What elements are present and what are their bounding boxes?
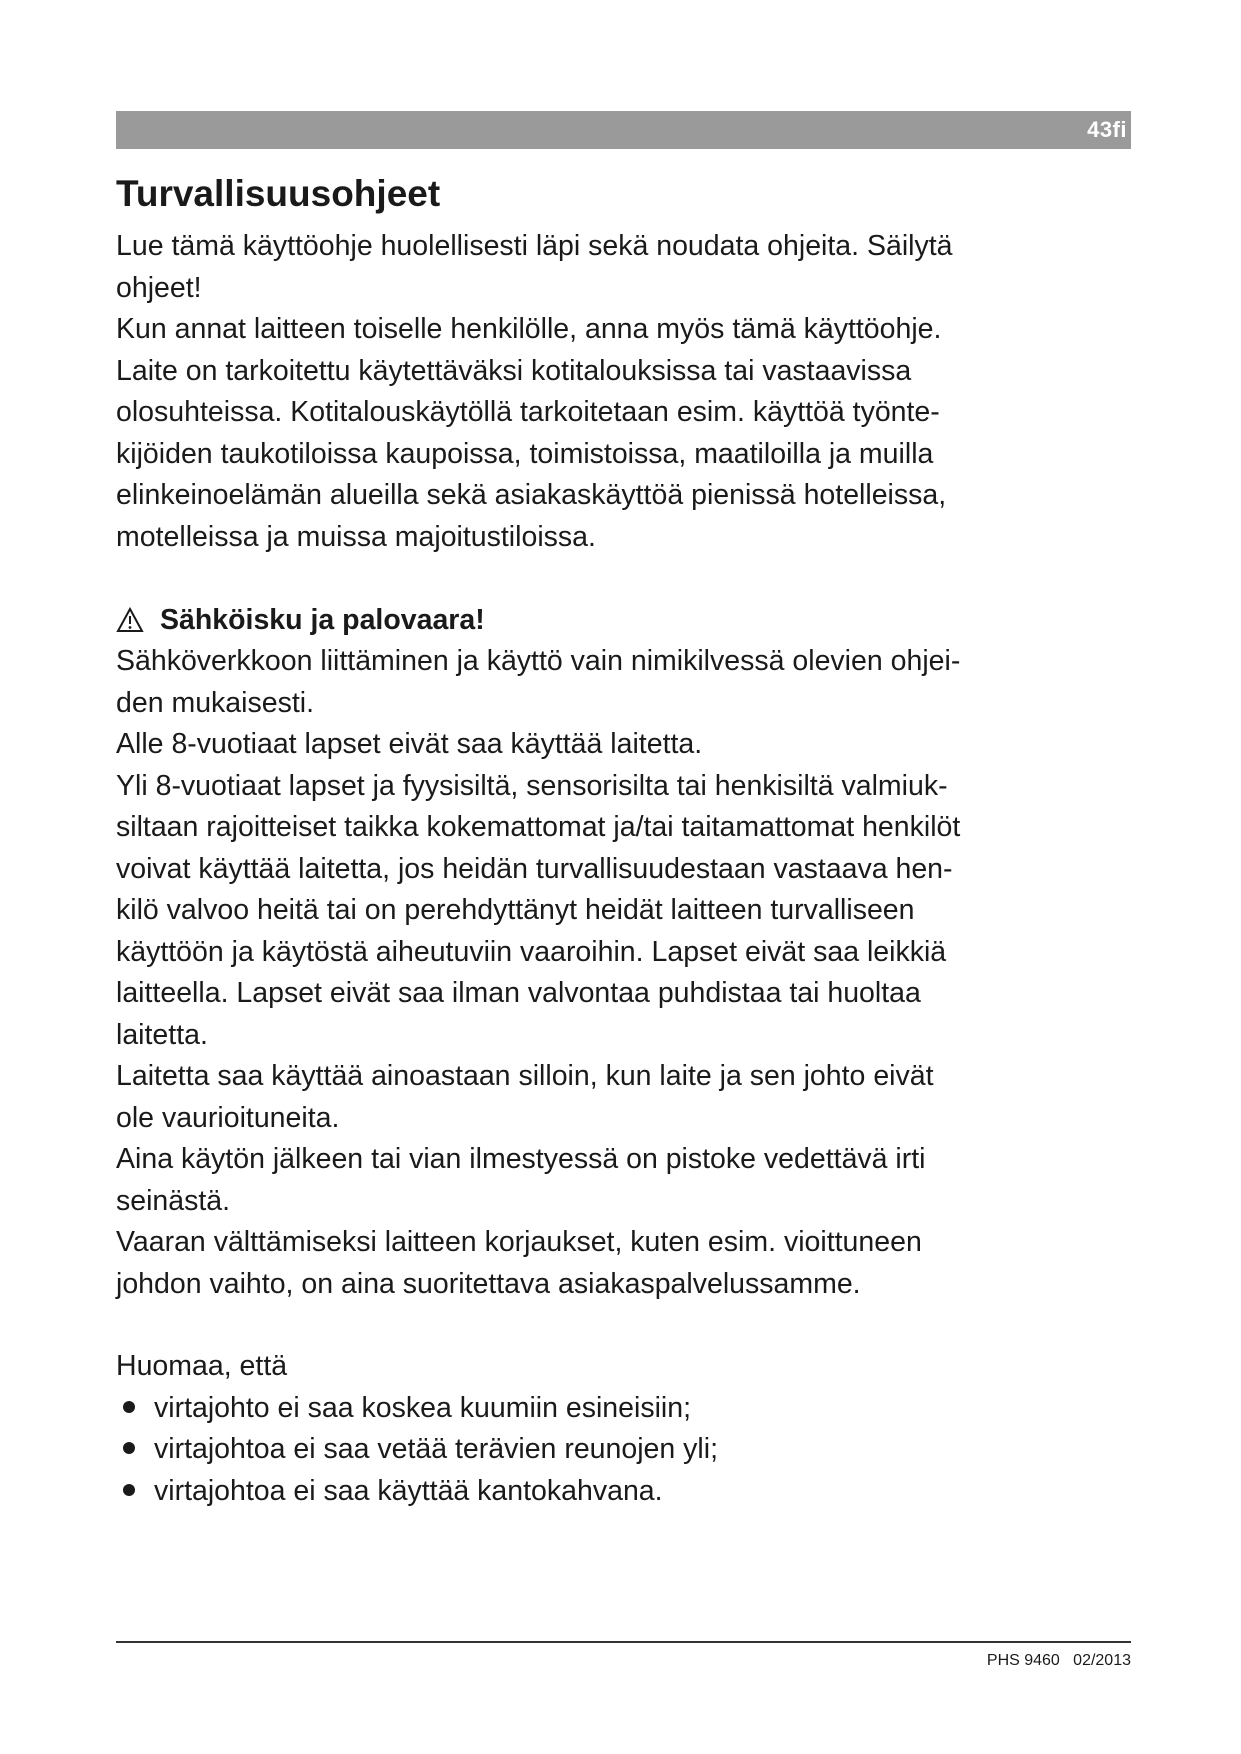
bullet-icon: [116, 1429, 154, 1471]
page-number: 43fi: [1087, 117, 1127, 142]
warning-paragraph: Sähköverkkoon liittäminen ja käyttö vain nimikilvessä olevien ohjei- den mukaisesti.: [116, 645, 961, 719]
note-list: [116, 1388, 1136, 1513]
warning-heading: [116, 599, 1136, 641]
spacer: [116, 558, 1136, 599]
list-item-text: virtajohtoa ei saa käyttää kantokahvana.: [154, 1474, 663, 1507]
intro-paragraph: Lue tämä käyttöohje huolellisesti läpi sekä noudata ohjeita. Säilytä ohjeet!: [116, 230, 953, 304]
footer-model-date: PHS 9460 02/2013: [986, 1652, 1131, 1669]
list-item-text: virtajohtoa ei saa vetää terävien reunojen yli;: [154, 1433, 719, 1465]
intro-paragraph: Laite on tarkoitettu käytettäväksi kotitalouksissa tai vastaavissa olosuhteissa. Kotitalouskäytöllä tarkoitetaan esim. käyttöä työnte- kijöiden taukotiloissa kaupoissa, toimistoissa, maatiloilla ja muilla elinkeinoelämän alueilla sekä asiakaskäyttöä pienissä hotelleissa, motelleissa ja muissa majoitustiloissa.: [116, 354, 947, 553]
bullet-icon: [116, 1388, 154, 1430]
list-item: [116, 1471, 1136, 1513]
warning-triangle-icon: [116, 607, 144, 633]
warning-paragraph: Aina käytön jälkeen tai vian ilmestyessä on pistoke vedettävä irti seinästä.: [116, 1143, 926, 1217]
header-bar: [116, 111, 1131, 149]
warning-paragraph: Yli 8-vuotiaat lapset ja fyysisiltä, sensorisilta tai henkisiltä valmiuk- siltaan rajoitteiset taikka kokemattomat ja/tai taitamattomat henkilöt voivat käyttää laitetta, jos heidän turvallisuudestaan vastaava hen- kilö valvoo heitä tai on perehdyttänyt heidät laitteen turvalliseen käyttöön ja käytöstä aiheutuviin vaaroihin. Lapset eivät saa leikkiä laitteella. Lapset eivät saa ilman valvontaa puhdistaa tai huoltaa laitetta.: [116, 769, 961, 1051]
bullet-icon: [116, 1471, 154, 1513]
spacer: [116, 1305, 1136, 1346]
list-item: [116, 1429, 1136, 1471]
footer-divider: [116, 1641, 1131, 1643]
page-content: [116, 168, 1136, 1512]
intro-paragraph: Kun annat laitteen toiselle henkilölle, anna myös tämä käyttöohje.: [116, 313, 942, 345]
note-lead: Huomaa, että: [116, 1350, 288, 1382]
warning-heading-text: Sähköisku ja palovaara!: [160, 604, 485, 636]
list-item-text: virtajohto ei saa koskea kuumiin esineisiin;: [154, 1391, 692, 1424]
page-title: Turvallisuusohjeet: [116, 173, 441, 214]
warning-paragraph: Alle 8-vuotiaat lapset eivät saa käyttää laitetta.: [116, 728, 703, 760]
warning-paragraph: Vaaran välttämiseksi laitteen korjaukset, kuten esim. vioittuneen johdon vaihto, on aina suoritettava asiakaspalvelussamme.: [116, 1226, 922, 1300]
warning-paragraph: Laitetta saa käyttää ainoastaan silloin, kun laite ja sen johto eivät ole vaurioituneita.: [116, 1060, 934, 1134]
list-item: [116, 1388, 1136, 1430]
